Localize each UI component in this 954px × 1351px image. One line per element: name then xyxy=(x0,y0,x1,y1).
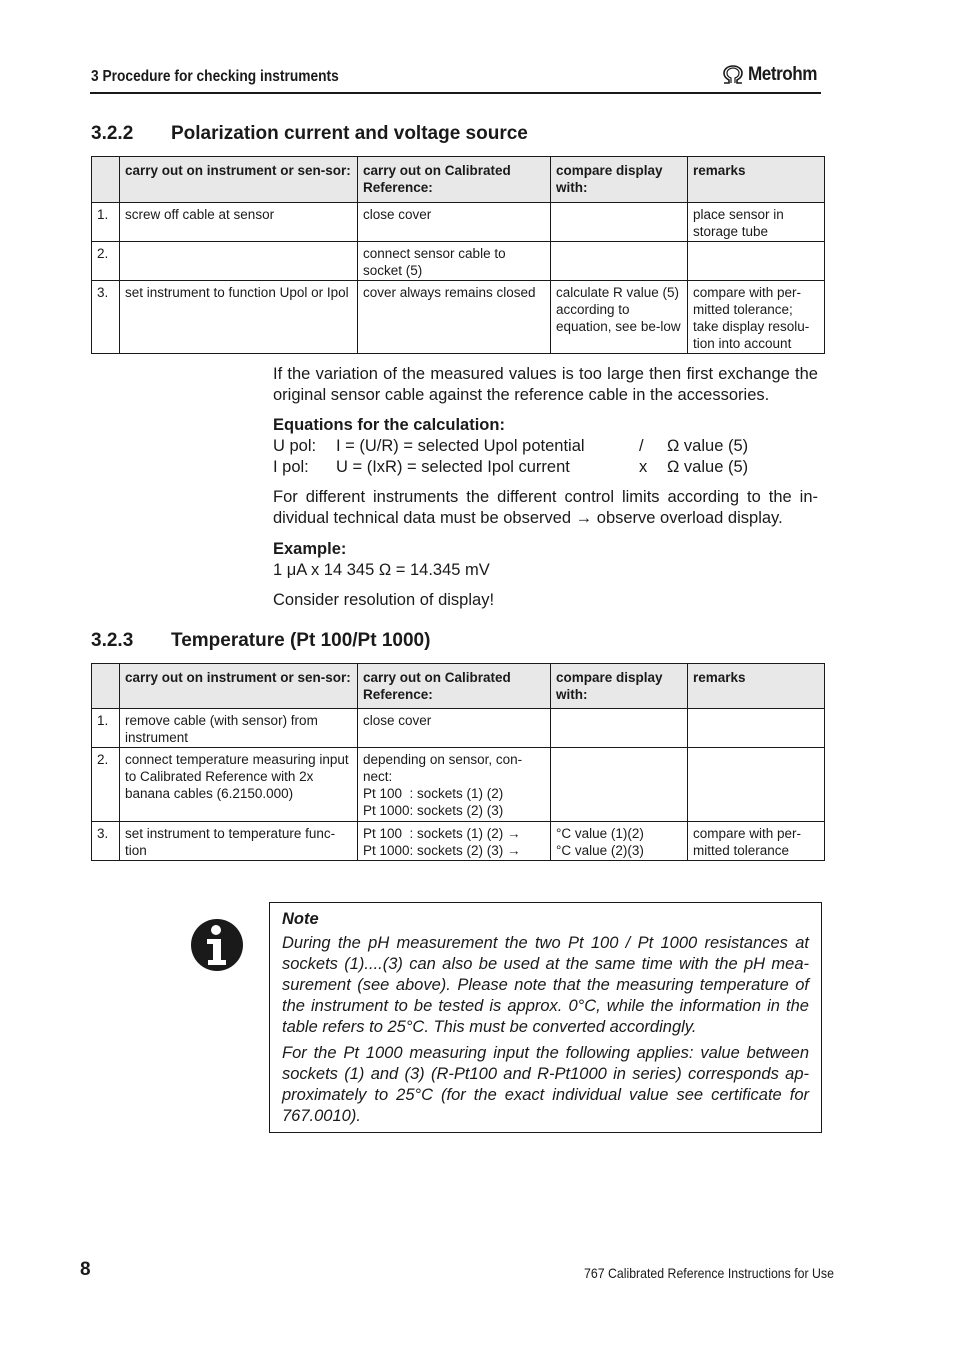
temperature-check-table xyxy=(91,663,825,861)
header-cell-number xyxy=(92,664,120,709)
header-cell-instrument: carry out on instrument or sen-sor: xyxy=(120,157,358,203)
table-row xyxy=(92,203,825,242)
header-cell-instrument: carry out on instrument or sen-sor: xyxy=(120,664,358,709)
reference-cell xyxy=(358,748,551,822)
instrument-cell: set instrument to function Upol or Ipol xyxy=(120,281,358,354)
table-row xyxy=(92,281,825,354)
reference-line: Pt 100 : sockets (1) (2) xyxy=(363,786,504,801)
reference-cell xyxy=(358,822,551,861)
table-row xyxy=(92,242,825,281)
section-title: Polarization current and voltage source xyxy=(171,123,528,144)
page-number: 8 xyxy=(80,1259,91,1280)
instrument-cell: screw off cable at sensor xyxy=(120,203,358,242)
logo-text: Metrohm xyxy=(748,64,818,85)
section-title: Temperature (Pt 100/Pt 1000) xyxy=(171,630,431,651)
equation-value: Ω value (5) xyxy=(667,458,749,476)
remarks-cell xyxy=(688,242,825,281)
row-number: 2. xyxy=(92,242,120,281)
metrohm-omega-icon xyxy=(721,65,745,85)
row-number: 3. xyxy=(92,281,120,354)
compare-cell xyxy=(551,709,688,748)
table-row xyxy=(92,709,825,748)
chapter-title: 3 Procedure for checking instruments xyxy=(91,68,339,85)
compare-line: °C value (1)(2) xyxy=(556,826,644,841)
reference-cell xyxy=(358,709,551,748)
reference-line: close cover xyxy=(363,713,432,728)
section-number: 3.2.3 xyxy=(91,630,134,651)
compare-cell xyxy=(551,203,688,242)
remarks-cell: compare with per-mitted tolerance; take display resolu-tion into account xyxy=(688,281,825,354)
table-row xyxy=(92,748,825,822)
instrument-cell xyxy=(120,242,358,281)
reference-line: Pt 1000: sockets (2) (3) → xyxy=(363,843,521,858)
equation-operator: x xyxy=(639,458,648,476)
example-heading: Example: xyxy=(273,540,347,558)
remarks-cell xyxy=(688,709,825,748)
section-heading-3-2-3 xyxy=(91,630,430,652)
footer-document-title: 767 Calibrated Reference Instructions for Use xyxy=(584,1265,834,1281)
instrument-cell: connect temperature measuring input to Calibrated Reference with 2x banana cables (6.2150.000) xyxy=(120,748,358,822)
table-header-row xyxy=(92,664,825,709)
note-paragraph: During the pH measurement the two Pt 100 / Pt 1000 resistances at sockets (1)....(3) can also be used at the same time with the pH mea-surement (see above). Please note that the measuring temperature of the instrument to be tested is approx. 0°C, while the information in the table refers to 25°C. This must be converted accordingly. xyxy=(282,934,809,1036)
remarks-cell: place sensor in storage tube xyxy=(688,203,825,242)
reference-cell: cover always remains closed xyxy=(358,281,551,354)
note-title: Note xyxy=(282,910,319,928)
header-cell-compare: compare display with: xyxy=(551,664,688,709)
compare-line: °C value (2)(3) xyxy=(556,843,644,858)
polarization-check-table xyxy=(91,156,825,354)
remarks-cell: compare with per-mitted tolerance xyxy=(688,822,825,861)
compare-cell xyxy=(551,822,688,861)
equation-label: U pol: xyxy=(273,437,317,455)
reference-cell: close cover xyxy=(358,203,551,242)
compare-cell: calculate R value (5) according to equation, see be-low xyxy=(551,281,688,354)
equation-formula: I = (U/R) = selected Upol potential xyxy=(336,437,585,455)
compare-cell xyxy=(551,748,688,822)
compare-cell xyxy=(551,242,688,281)
equation-value: Ω value (5) xyxy=(667,437,749,455)
reference-line: Pt 100 : sockets (1) (2) → xyxy=(363,826,521,841)
control-limits-paragraph: For different instruments the different control limits according to the in-dividual technical data must be observed → observe overload display. xyxy=(273,488,818,527)
note-content xyxy=(282,909,809,1132)
header-cell-compare: compare display with: xyxy=(551,157,688,203)
resolution-note: Consider resolution of display! xyxy=(273,591,495,609)
equation-operator: / xyxy=(639,437,644,455)
metrohm-logo xyxy=(721,64,825,86)
remarks-cell xyxy=(688,748,825,822)
header-cell-number xyxy=(92,157,120,203)
instrument-cell: remove cable (with sensor) from instrument xyxy=(120,709,358,748)
section-number: 3.2.2 xyxy=(91,123,134,144)
section-heading-3-2-2 xyxy=(91,123,528,145)
equation-formula: U = (IxR) = selected Ipol current xyxy=(336,458,570,476)
instrument-cell: set instrument to temperature func-tion xyxy=(120,822,358,861)
example-line: 1 μA x 14 345 Ω = 14.345 mV xyxy=(273,561,490,579)
note-box xyxy=(269,902,822,1133)
equation-label: I pol: xyxy=(273,458,309,476)
header-divider xyxy=(90,92,821,94)
row-number: 1. xyxy=(92,709,120,748)
reference-cell: connect sensor cable to socket (5) xyxy=(358,242,551,281)
table-row xyxy=(92,822,825,861)
table-header-row xyxy=(92,157,825,203)
info-icon xyxy=(190,918,244,972)
row-number: 1. xyxy=(92,203,120,242)
reference-line: Pt 1000: sockets (2) (3) xyxy=(363,803,504,818)
header-cell-remarks: remarks xyxy=(688,664,825,709)
cable-exchange-paragraph: If the variation of the measured values is too large then first exchange the original sensor cable against the reference cable in the accessories. xyxy=(273,365,818,404)
reference-line: depending on sensor, con-nect: xyxy=(363,752,523,784)
header-cell-reference: carry out on Calibrated Reference: xyxy=(358,157,551,203)
row-number: 3. xyxy=(92,822,120,861)
note-paragraph: For the Pt 1000 measuring input the following applies: value between sockets (1) and (3) (R-Pt100 and R-Pt1000 in series) corresponds ap-proximately to 25°C (for the exact individual value see certificate for 767.0010). xyxy=(282,1044,809,1125)
header-cell-reference: carry out on Calibrated Reference: xyxy=(358,664,551,709)
equations-heading: Equations for the calculation: xyxy=(273,416,505,434)
row-number: 2. xyxy=(92,748,120,822)
header-cell-remarks: remarks xyxy=(688,157,825,203)
